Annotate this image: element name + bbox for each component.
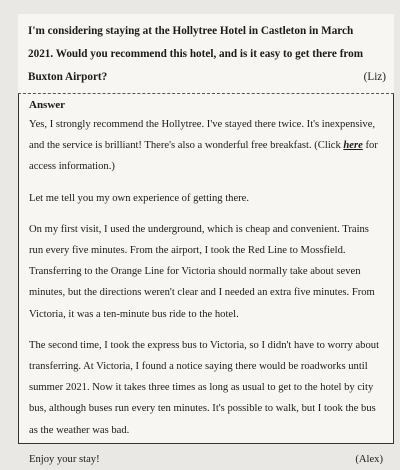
- question-line-1: I'm considering staying at the Hollytree Hotel in Castleton in March: [28, 25, 354, 37]
- question-block: [28, 20, 386, 89]
- document-page: [18, 14, 394, 465]
- question-line-2: 2021. Would you recommend this hotel, and is it easy to get there from: [28, 48, 364, 60]
- answer-heading: Answer: [29, 99, 66, 111]
- answer-paragraph-4: The second time, I took the express bus to Victoria, so I didn't have to worry about transferring. At Victoria, I found a notice saying there would be roadworks until summer 2021. Now it takes three times as long as usual to get to the hotel by city bus, although buses run every ten minutes. It's possible to walk, but I took the bus as the weather was bad.: [29, 339, 380, 436]
- answer-paragraph-1-start: Yes, I strongly recommend the Hollytree. I've stayed there twice. It's inexpensive, and the service is brilliant! There's also a wonderful free breakfast. (Click: [29, 119, 376, 152]
- answer-paragraph-2: Let me tell you my own experience of getting there.: [29, 192, 250, 204]
- answer-body: [29, 114, 383, 470]
- answer-paragraph-1-end: for access information.): [29, 140, 378, 173]
- question-line-3: Buxton Airport?: [28, 71, 108, 83]
- question-author: (Liz): [363, 71, 386, 83]
- answer-author: (Alex): [355, 453, 383, 465]
- access-info-link[interactable]: here: [343, 140, 363, 152]
- answer-paragraph-1: [29, 114, 383, 178]
- answer-box: [18, 94, 394, 465]
- closing-text: Enjoy your stay!: [29, 453, 100, 465]
- answer-paragraph-3: On my first visit, I used the underground, which is cheap and convenient. Trains run every five minutes. From the airport, I took the Red Line to Mossfield. Transferring to the Orange Line for Victoria should normally take about seven minutes, but the directions weren't clear and I needed an extra five minutes. From Victoria, it was a ten-minute bus ride to the hotel.: [29, 223, 375, 320]
- answer-signoff: [29, 449, 383, 470]
